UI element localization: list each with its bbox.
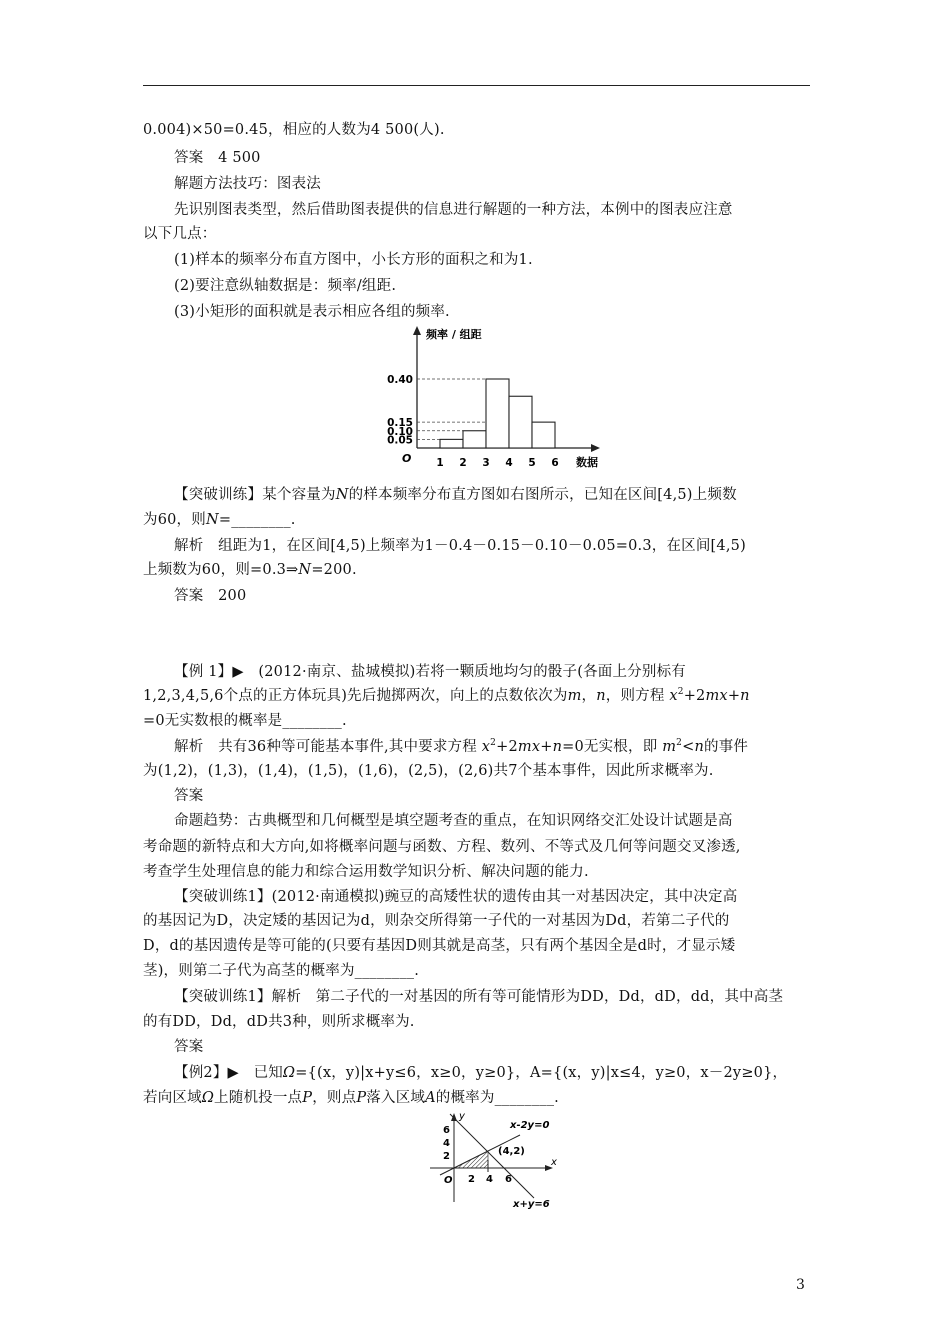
example1-answer: 答案 bbox=[174, 788, 204, 804]
training-question-2: 为60，则N=________. bbox=[143, 512, 296, 528]
region-y-tick-4: 4 bbox=[443, 1138, 450, 1149]
example2-line-2: 若向区域Ω上随机投一点P，则点P落入区域A的概率为________. bbox=[143, 1090, 559, 1106]
hist-y-tick: 0.10 bbox=[387, 425, 413, 438]
label-x-plus-y: x+y=6 bbox=[513, 1199, 550, 1210]
training1-line-1: 【突破训练1】(2012·南通模拟)豌豆的高矮性状的遗传由其一对基因决定，其中决定高 bbox=[174, 889, 738, 905]
training1-analysis-2: 的有DD，Dd，dD共3种，则所求概率为. bbox=[143, 1014, 415, 1030]
hist-x-arrow bbox=[591, 444, 600, 452]
region-x-tick-6: 6 bbox=[505, 1174, 512, 1185]
trend-line-1: 命题趋势：古典概型和几何概型是填空题考查的重点，在知识网络交汇处设计试题是高 bbox=[174, 813, 733, 829]
hist-x-tick: 1 bbox=[436, 457, 444, 469]
hist-y-tick: 0.40 bbox=[387, 374, 413, 386]
hist-bar bbox=[532, 422, 555, 448]
method-desc-2: 以下几点： bbox=[143, 226, 217, 242]
training1-analysis-1: 【突破训练1】解析 第二子代的一对基因的所有等可能情形为DD，Dd，dD，dd，其中高茎 bbox=[174, 989, 784, 1005]
region-x-tick-4: 4 bbox=[486, 1174, 493, 1185]
hist-x-tick: 4 bbox=[505, 457, 513, 469]
region-y-label: y bbox=[459, 1111, 465, 1122]
example1-line-2: 1,2,3,4,5,6个点的正方体玩具)先后抛掷两次，向上的点数依次为m，n，则方程 $x^2+2mx+n$ bbox=[143, 687, 750, 704]
page-number: 3 bbox=[796, 1277, 805, 1293]
hist-y-tick: 0.05 bbox=[387, 434, 413, 447]
region-x-label: x bbox=[551, 1157, 557, 1168]
hist-x-tick: 3 bbox=[482, 457, 490, 469]
example2-line-1: 【例2】▶ 已知Ω={(x，y)|x+y≤6，x≥0，y≥0}，A={(x，y)|x≤4，y≥0，x－2y≥0}， bbox=[174, 1065, 788, 1081]
training1-line-2: 的基因记为D，决定矮的基因记为d，则杂交所得第一子代的一对基因为Dd，若第二子代的 bbox=[143, 913, 730, 929]
example1-line-1: 【例 1】▶ (2012·南京、盐城模拟)若将一颗质地均匀的骰子(各面上分别标有 bbox=[174, 664, 686, 680]
region-y-tick-2: 2 bbox=[443, 1151, 450, 1162]
trend-line-3: 考查学生处理信息的能力和综合运用数学知识分析、解决问题的能力. bbox=[143, 864, 589, 880]
region-y-tick-6: 6 bbox=[443, 1125, 450, 1136]
hist-bar bbox=[440, 439, 463, 448]
hist-x-tick: 5 bbox=[528, 457, 536, 469]
hist-x-title: 数据 bbox=[576, 456, 598, 469]
hist-x-tick: 2 bbox=[459, 457, 467, 469]
frequency-histogram bbox=[380, 320, 610, 475]
region-x-tick-2: 2 bbox=[468, 1174, 475, 1185]
region-origin: O bbox=[444, 1175, 453, 1186]
training1-line-3: D，d的基因遗传是等可能的(只要有基因D则其就是高茎，只有两个基因全是d时，才显示矮 bbox=[143, 938, 736, 954]
solution-continuation: 0.004)×50=0.45，相应的人数为4 500(人). bbox=[143, 122, 445, 138]
hist-bar bbox=[509, 396, 532, 448]
training-analysis-2: 上频数为60，则=0.3⇒N=200. bbox=[143, 562, 357, 578]
method-title: 解题方法技巧：图表法 bbox=[174, 176, 321, 192]
hist-bar bbox=[486, 379, 509, 448]
point-1: (1)样本的频率分布直方图中，小长方形的面积之和为1. bbox=[174, 252, 533, 268]
point-2: (2)要注意纵轴数据是：频率/组距. bbox=[174, 278, 397, 294]
method-desc-1: 先识别图表类型，然后借助图表提供的信息进行解题的一种方法，本例中的图表应注意 bbox=[174, 202, 733, 218]
training1-answer: 答案 bbox=[174, 1039, 204, 1055]
point-3: (3)小矩形的面积就是表示相应各组的频率. bbox=[174, 304, 450, 320]
region-graph bbox=[410, 1110, 580, 1210]
training-question-1: 【突破训练】某个容量为N的样本频率分布直方图如右图所示，已知在区间[4,5)上频数 bbox=[174, 487, 737, 503]
label-point-4-2: (4,2) bbox=[498, 1146, 525, 1157]
hist-bar bbox=[463, 431, 486, 448]
label-x-minus-2y: x-2y=0 bbox=[510, 1120, 550, 1131]
training1-line-4: 茎)，则第二子代为高茎的概率为________. bbox=[143, 963, 420, 979]
answer-line: 答案 4 500 bbox=[174, 150, 261, 166]
header-rule bbox=[143, 85, 810, 86]
training-answer: 答案 200 bbox=[174, 588, 247, 604]
hist-origin: O bbox=[402, 452, 412, 465]
hist-y-title: 频率 / 组距 bbox=[426, 328, 482, 341]
hist-y-tick: 0.15 bbox=[387, 417, 413, 430]
hist-y-arrow bbox=[413, 326, 421, 335]
trend-line-2: 考命题的新特点和大方向,如将概率问题与函数、方程、数列、不等式及几何等问题交叉渗透, bbox=[143, 839, 741, 855]
training-analysis-1: 解析 组距为1，在区间[4,5)上频率为1－0.4－0.15－0.10－0.05=0.3，在区间[4,5) bbox=[174, 538, 746, 554]
example1-analysis-2: 为(1,2)，(1,3)，(1,4)，(1,5)，(1,6)，(2,5)，(2,6)共7个基本事件，因此所求概率为. bbox=[143, 763, 714, 779]
example1-line-3: =0无实数根的概率是________. bbox=[143, 713, 347, 729]
example1-analysis-1: 解析 共有36种等可能基本事件,其中要求方程 $x^2+2mx+n=0$无实根，即 $m^2<n$的事件 bbox=[174, 738, 749, 755]
hist-x-tick: 6 bbox=[551, 457, 559, 469]
